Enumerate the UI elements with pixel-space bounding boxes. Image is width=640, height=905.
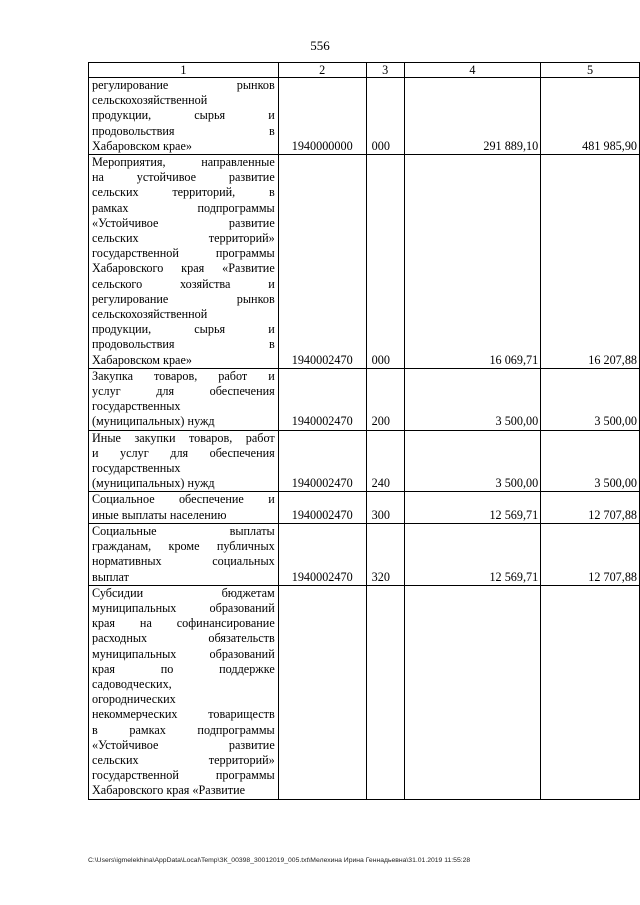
amount-2020-cell (541, 585, 640, 799)
description-line: Субсидии бюджетам (92, 585, 275, 600)
description-line: на устойчивое развитие (92, 170, 275, 185)
expense-type-cell: 240 (366, 430, 404, 492)
table-row (89, 492, 640, 523)
target-code-cell: 1940002470 (278, 523, 366, 585)
column-header-3: 3 (366, 63, 404, 78)
amount-2020-cell: 12 707,88 (541, 523, 640, 585)
amount-2019-cell: 3 500,00 (404, 368, 541, 430)
expense-type-cell (366, 585, 404, 799)
amount-2020-cell: 12 707,88 (541, 492, 640, 523)
description-line: регулирование рынков (92, 291, 275, 306)
file-path-footer: C:\Users\igmelekhina\AppData\Local\Temp\ЗК_00398_30012019_005.txt\Мелехина Ирина Геннадьевна\31.01.2019 11:55:28 (88, 857, 471, 864)
description-line: продовольствия в (92, 337, 275, 352)
target-code-cell: 1940000000 (278, 78, 366, 155)
column-header-4: 4 (404, 63, 541, 78)
description-line: в рамках подпрограммы (92, 722, 275, 737)
description-line: сельских территорий» (92, 231, 275, 246)
description-line: государственных (92, 399, 181, 414)
description-line: продукции, сырья и (92, 322, 275, 337)
description-line: нормативных социальных (92, 554, 275, 569)
description-line: государственной программы (92, 768, 275, 783)
description-line: Социальные выплаты (92, 523, 275, 538)
row-description (89, 430, 279, 492)
description-line: сельского хозяйства и (92, 276, 275, 291)
description-line: гражданам, кроме публичных (92, 539, 275, 554)
target-code-cell (278, 585, 366, 799)
description-line: (муниципальных) нужд (92, 476, 215, 491)
description-line: Хабаровском крае» (92, 138, 192, 153)
expense-type-cell: 300 (366, 492, 404, 523)
description-line: расходных обязательств (92, 631, 275, 646)
description-line: и услуг для обеспечения (92, 445, 275, 460)
description-line: рамках подпрограммы (92, 200, 275, 215)
table-row (89, 430, 640, 492)
description-line: муниципальных образований (92, 646, 275, 661)
table-header-row (89, 63, 640, 78)
column-header-5: 5 (541, 63, 640, 78)
target-code-cell: 1940002470 (278, 492, 366, 523)
description-line: выплат (92, 569, 129, 584)
amount-2019-cell: 12 569,71 (404, 492, 541, 523)
column-header-2: 2 (278, 63, 366, 78)
description-line: «Устойчивое развитие (92, 737, 275, 752)
table-row (89, 523, 640, 585)
table-row (89, 585, 640, 799)
target-code-cell: 1940002470 (278, 368, 366, 430)
row-description (89, 523, 279, 585)
description-line: Иные закупки товаров, работ (92, 430, 275, 445)
description-line: сельскохозяйственной (92, 93, 208, 108)
amount-2019-cell: 291 889,10 (404, 78, 541, 155)
row-description (89, 492, 279, 523)
description-line: некоммерческих товариществ (92, 707, 275, 722)
row-description (89, 78, 279, 155)
description-line: сельскохозяйственной (92, 307, 208, 322)
table-row (89, 155, 640, 369)
description-line: продукции, сырья и (92, 108, 275, 123)
description-line: садоводческих, (92, 676, 172, 691)
budget-table (88, 62, 640, 800)
amount-2020-cell: 16 207,88 (541, 155, 640, 369)
description-line: сельских территорий, в (92, 185, 275, 200)
description-line: (муниципальных) нужд (92, 414, 215, 429)
amount-2020-cell: 481 985,90 (541, 78, 640, 155)
amount-2019-cell: 12 569,71 (404, 523, 541, 585)
row-description (89, 155, 279, 369)
page-number: 556 (310, 38, 330, 53)
description-line: «Устойчивое развитие (92, 215, 275, 230)
description-line: Социальное обеспечение и (92, 492, 275, 507)
description-line: Хабаровском крае» (92, 352, 192, 367)
amount-2020-cell: 3 500,00 (541, 430, 640, 492)
description-line: государственной программы (92, 246, 275, 261)
description-line: края по поддержке (92, 661, 275, 676)
description-line: иные выплаты населению (92, 507, 227, 522)
row-description (89, 585, 279, 799)
expense-type-cell: 200 (366, 368, 404, 430)
expense-type-cell: 320 (366, 523, 404, 585)
description-line: Хабаровского края «Развитие (92, 783, 246, 798)
table-row (89, 368, 640, 430)
target-code-cell: 1940002470 (278, 430, 366, 492)
amount-2019-cell: 16 069,71 (404, 155, 541, 369)
expense-type-cell: 000 (366, 155, 404, 369)
description-line: Хабаровского края «Развитие (92, 261, 275, 276)
expense-type-cell: 000 (366, 78, 404, 155)
description-line: муниципальных образований (92, 600, 275, 615)
amount-2020-cell: 3 500,00 (541, 368, 640, 430)
description-line: услуг для обеспечения (92, 384, 275, 399)
description-line: огороднических (92, 692, 176, 707)
description-line: продовольствия в (92, 123, 275, 138)
target-code-cell: 1940002470 (278, 155, 366, 369)
description-line: государственных (92, 461, 181, 476)
description-line: Мероприятия, направленные (92, 155, 275, 170)
amount-2019-cell: 3 500,00 (404, 430, 541, 492)
table-row (89, 78, 640, 155)
description-line: края на софинансирование (92, 616, 275, 631)
column-header-1: 1 (89, 63, 279, 78)
description-line: сельских территорий» (92, 752, 275, 767)
description-line: Закупка товаров, работ и (92, 368, 275, 383)
description-line: регулирование рынков (92, 78, 275, 92)
amount-2019-cell (404, 585, 541, 799)
row-description (89, 368, 279, 430)
